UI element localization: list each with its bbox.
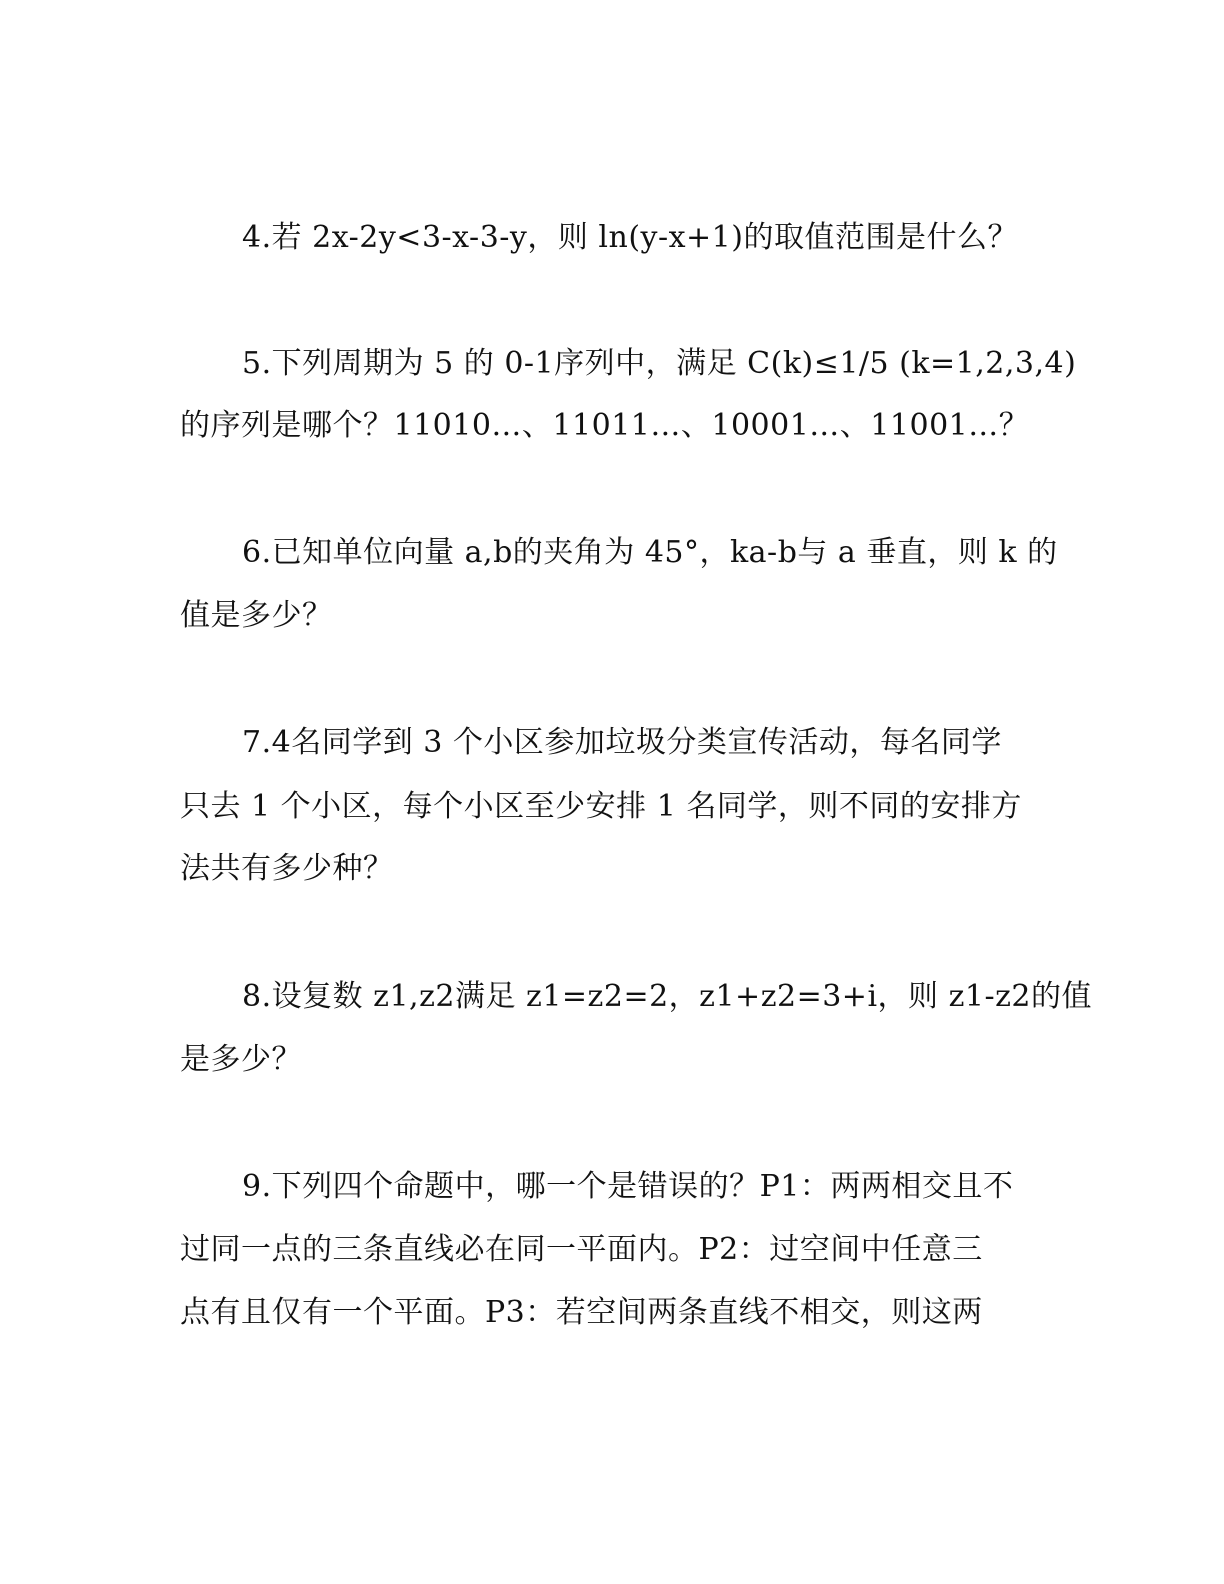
question-5-line-2: 的序列是哪个？11010…、11011…、10001…、11001…？ [180,408,1030,443]
question-8-line-2: 是多少？ [180,1042,302,1077]
question-9-line-2: 过同一点的三条直线必在同一平面内。P2：过空间中任意三 [180,1232,983,1267]
question-7-line-3: 法共有多少种？ [180,851,394,886]
question-5-line-1: 5.下列周期为 5 的 0-1序列中，满足 C(k)≤1/5 (k=1,2,3,4) [242,346,1077,381]
question-9-line-3: 点有且仅有一个平面。P3：若空间两条直线不相交，则这两 [180,1295,983,1330]
question-7-line-1: 7.4名同学到 3 个小区参加垃圾分类宣传活动，每名同学 [242,725,1002,760]
question-9-line-1: 9.下列四个命题中，哪一个是错误的？P1：两两相交且不 [242,1169,1014,1204]
question-6-line-1: 6.已知单位向量 a,b的夹角为 45°，ka-b与 a 垂直，则 k 的 [242,535,1058,570]
question-6-line-2: 值是多少？ [180,598,333,633]
question-4-line-1: 4.若 2x-2y<3-x-3-y，则 ln(y-x+1)的取值范围是什么？ [242,220,1018,255]
question-7-line-2: 只去 1 个小区，每个小区至少安排 1 名同学，则不同的安排方 [180,789,1022,824]
question-8-line-1: 8.设复数 z1,z2满足 z1=z2=2，z1+z2=3+i，则 z1-z2的值 [242,979,1092,1014]
